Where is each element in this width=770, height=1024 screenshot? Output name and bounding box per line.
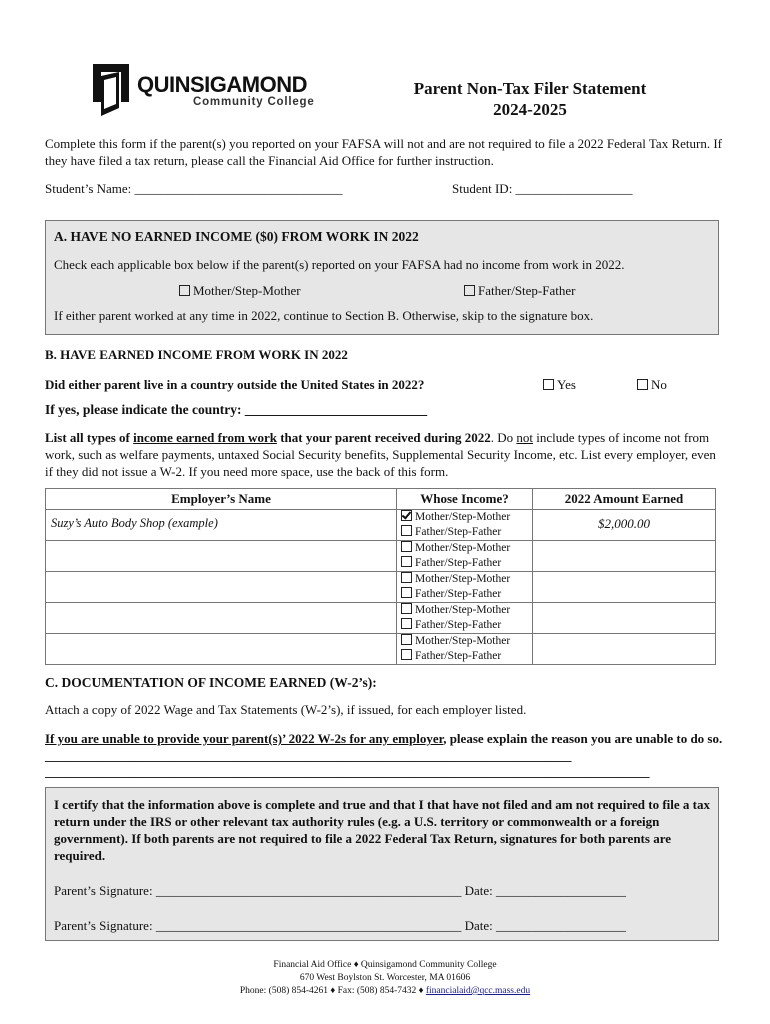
footer-line-3 <box>0 985 770 998</box>
footer <box>0 959 770 998</box>
unable-underline: If you are unable to provide your parent(s)’ 2022 W-2s for any employer <box>45 731 444 746</box>
instr-not: not <box>516 430 533 445</box>
whose-income-cell <box>397 541 533 572</box>
section-a-box <box>45 220 719 335</box>
section-b-heading: B. HAVE EARNED INCOME FROM WORK IN 2022 <box>45 347 348 362</box>
parent-signature-1[interactable]: Parent’s Signature: _______________________________________________ Date: ____________________ <box>54 883 626 898</box>
section-a-note: If either parent worked at any time in 2022, continue to Section B. Otherwise, skip to the signature box. <box>54 308 594 323</box>
mother-checkbox[interactable] <box>401 510 528 525</box>
amount-cell[interactable] <box>533 541 716 572</box>
checkbox-icon[interactable] <box>401 572 412 583</box>
table-row <box>46 634 716 665</box>
mother-no-income-checkbox[interactable] <box>179 283 301 299</box>
title-line-1: Parent Non-Tax Filer Statement <box>413 79 647 98</box>
employer-cell[interactable]: Suzy’s Auto Body Shop (example) <box>46 510 397 541</box>
section-a-instruction: Check each applicable box below if the parent(s) reported on your FAFSA had no income from work in 2022. <box>54 257 625 272</box>
instr-text-2: include types of income not from work, such as welfare payments, untaxed Social Security benefits, Supplemental Security Income, etc. List every employer, even if they did not issue a W-2. If you need more space, use the back of this form. <box>45 430 716 479</box>
footer-line-1: Financial Aid Office ♦ Quinsigamond Community College <box>273 960 497 970</box>
country-no-checkbox[interactable] <box>637 377 667 393</box>
mother-label: Mother/Step-Mother <box>415 511 511 523</box>
instr-bold-2: that your parent received during 2022 <box>276 430 491 445</box>
page-title <box>380 78 680 120</box>
mother-checkbox[interactable] <box>401 541 528 556</box>
col-whose-income: Whose Income? <box>397 489 533 510</box>
footer-contact: Phone: (508) 854-4261 ♦ Fax: (508) 854-7432 ♦ <box>239 986 426 996</box>
table-row <box>46 510 716 541</box>
checkbox-icon[interactable] <box>401 603 412 614</box>
checkbox-icon[interactable] <box>543 379 554 390</box>
footer-line-2: 670 West Boylston St. Worcester, MA 01606 <box>299 973 471 983</box>
employer-table <box>45 488 716 665</box>
father-label: Father/Step-Father <box>415 557 502 569</box>
table-header-row <box>46 489 716 510</box>
father-label: Father/Step-Father <box>415 619 502 631</box>
mother-label: Mother/Step-Mother <box>415 635 511 647</box>
intro-text: Complete this form if the parent(s) you reported on your FAFSA will not and are not required to file a 2022 Federal Tax Return. If they have filed a tax return, please call the Financial Aid Office for further instruction. <box>45 136 722 168</box>
col-amount-earned: 2022 Amount Earned <box>533 489 716 510</box>
father-option-label: Father/Step-Father <box>478 283 576 298</box>
title-line-2: 2024-2025 <box>493 100 567 119</box>
amount-cell[interactable] <box>533 634 716 665</box>
table-row <box>46 572 716 603</box>
logo-name: QUINSIGAMOND <box>137 72 307 97</box>
certification-box <box>45 787 719 941</box>
instr-bold-1: List all types of <box>45 430 134 445</box>
checkbox-icon[interactable] <box>464 285 475 296</box>
father-checkbox[interactable] <box>401 525 528 540</box>
country-yes-checkbox[interactable] <box>543 377 576 393</box>
checkbox-icon[interactable] <box>401 587 412 598</box>
father-label: Father/Step-Father <box>415 650 502 662</box>
father-no-income-checkbox[interactable] <box>464 283 575 299</box>
mother-option-label: Mother/Step-Mother <box>193 283 301 298</box>
father-checkbox[interactable] <box>401 587 528 602</box>
checkbox-icon[interactable] <box>401 541 412 552</box>
yes-label: Yes <box>557 377 576 392</box>
whose-income-cell <box>397 634 533 665</box>
amount-cell[interactable] <box>533 603 716 634</box>
section-a-heading: A. HAVE NO EARNED INCOME ($0) FROM WORK IN 2022 <box>54 229 419 244</box>
checkbox-icon[interactable] <box>637 379 648 390</box>
parent-signature-2[interactable]: Parent’s Signature: _______________________________________________ Date: ____________________ <box>54 918 626 933</box>
mother-label: Mother/Step-Mother <box>415 604 511 616</box>
checkbox-checked-icon[interactable] <box>401 510 412 521</box>
certification-text: I certify that the information above is complete and true and that I that have not filed and am not required to file a tax return under the IRS or other relevant tax authority rules (e.g. a U.S. territory or commonwealth or a foreign government). If both parents are not required to file a 2022 Federal Tax Return, signatures for both parents are required. <box>54 797 710 863</box>
explanation-line[interactable]: _____________________________________________________________________________________________ <box>45 764 650 779</box>
student-id-field[interactable]: Student ID: __________________ <box>452 181 633 196</box>
unable-explanation-field[interactable] <box>45 730 725 764</box>
table-row <box>46 541 716 572</box>
amount-cell[interactable]: $2,000.00 <box>533 510 716 541</box>
father-checkbox[interactable] <box>401 649 528 664</box>
employer-cell[interactable] <box>46 603 397 634</box>
whose-income-cell <box>397 510 533 541</box>
mother-checkbox[interactable] <box>401 603 528 618</box>
country-question: Did either parent live in a country outside the United States in 2022? <box>45 377 425 392</box>
college-logo-icon <box>91 62 131 118</box>
attach-instruction: Attach a copy of 2022 Wage and Tax Statements (W-2’s), if issued, for each employer listed. <box>45 702 527 717</box>
mother-checkbox[interactable] <box>401 634 528 649</box>
checkbox-icon[interactable] <box>401 649 412 660</box>
checkbox-icon[interactable] <box>401 634 412 645</box>
father-label: Father/Step-Father <box>415 588 502 600</box>
unable-rest: , please explain the reason you are unable to do so. _________________________________________________________________________________ <box>45 731 723 763</box>
country-field[interactable]: If yes, please indicate the country: ___________________________ <box>45 402 428 417</box>
student-name-field[interactable]: Student’s Name: ________________________________ <box>45 181 343 196</box>
footer-email-link[interactable]: financialaid@qcc.mass.edu <box>425 986 531 996</box>
instr-underline: income earned from work <box>133 430 277 445</box>
father-label: Father/Step-Father <box>415 526 502 538</box>
income-instructions <box>45 429 725 480</box>
mother-checkbox[interactable] <box>401 572 528 587</box>
amount-cell[interactable] <box>533 572 716 603</box>
employer-cell[interactable] <box>46 634 397 665</box>
employer-cell[interactable] <box>46 572 397 603</box>
father-checkbox[interactable] <box>401 618 528 633</box>
whose-income-cell <box>397 603 533 634</box>
checkbox-icon[interactable] <box>401 525 412 536</box>
checkbox-icon[interactable] <box>401 556 412 567</box>
logo-subtitle: Community College <box>193 96 315 108</box>
mother-label: Mother/Step-Mother <box>415 542 511 554</box>
mother-label: Mother/Step-Mother <box>415 573 511 585</box>
no-label: No <box>651 377 667 392</box>
employer-cell[interactable] <box>46 541 397 572</box>
whose-income-cell <box>397 572 533 603</box>
checkbox-icon[interactable] <box>179 285 190 296</box>
checkbox-icon[interactable] <box>401 618 412 629</box>
father-checkbox[interactable] <box>401 556 528 571</box>
col-employer-name: Employer’s Name <box>46 489 397 510</box>
table-row <box>46 603 716 634</box>
section-c-heading: C. DOCUMENTATION OF INCOME EARNED (W-2’s): <box>45 675 377 690</box>
instr-text-1: . Do <box>490 430 517 445</box>
